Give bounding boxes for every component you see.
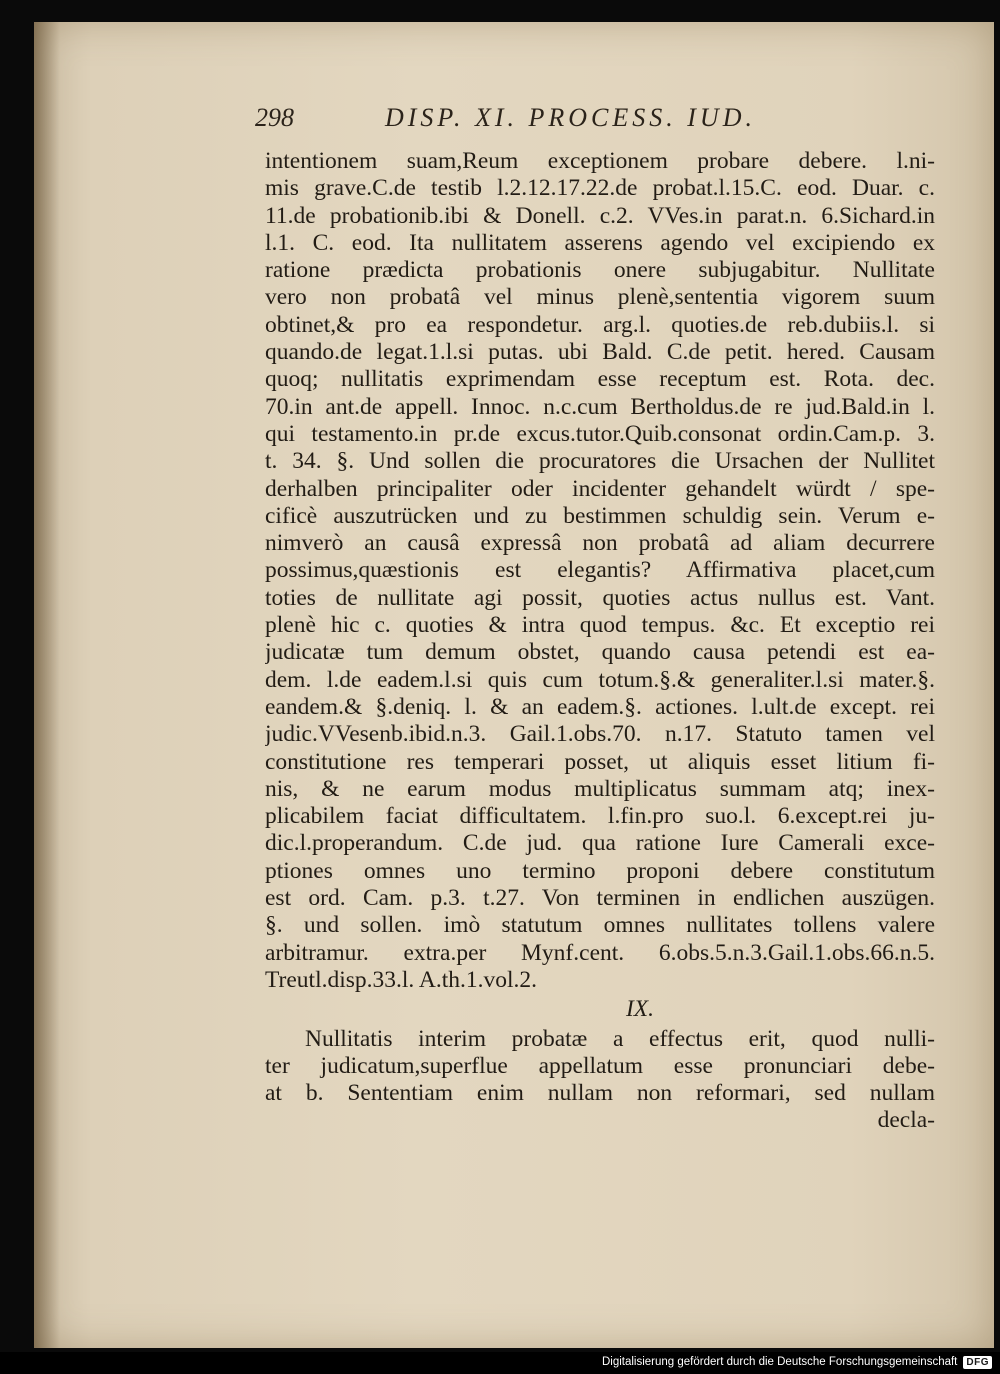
catchword: decla-	[877, 1107, 935, 1134]
text-line: ter judicatum,superflue appellatum esse pronunciari debe-	[265, 1052, 935, 1079]
text-line: possimus,quæstionis est elegantis? Affirmativa placet,cum	[265, 557, 935, 584]
text-line: vero non probatâ vel minus plenè,sententia vigorem suum	[265, 284, 935, 311]
text-line: nis, & ne earum modus multiplicatus summam atq; inex-	[265, 775, 935, 802]
text-block	[265, 148, 935, 1135]
text-line: dem. l.de eadem.l.si quis cum totum.§.& generaliter.l.si mater.§.	[265, 666, 935, 693]
text-line: constitutione res temperari posset, ut aliquis esset litium fi-	[265, 748, 935, 775]
text-line: plicabilem faciat difficultatem. l.fin.pro suo.l. 6.except.rei ju-	[265, 803, 935, 830]
section-number: IX.	[625, 996, 655, 1023]
section-paragraph	[265, 1026, 935, 1108]
footer-credit-bar	[602, 1353, 992, 1371]
text-line: derhalben principaliter oder incidenter gehandelt würdt / spe-	[265, 475, 935, 502]
text-line: eandem.& §.deniq. l. & an eadem.§. actiones. l.ult.de except. rei	[265, 693, 935, 720]
text-line: judic.VVesenb.ibid.n.3. Gail.1.obs.70. n.17. Statuto tamen vel	[265, 721, 935, 748]
text-line: quando.de legat.1.l.si putas. ubi Bald. C.de petit. hered. Causam	[265, 339, 935, 366]
page-number: 298	[255, 103, 294, 132]
text-line: judicatæ tum demum obstet, quando causa petendi est ea-	[265, 639, 935, 666]
text-line: ptiones omnes uno termino proponi debere constitutum	[265, 857, 935, 884]
text-line: ratione prædicta probationis onere subjugabitur. Nullitate	[265, 257, 935, 284]
text-line: t. 34. §. Und sollen die procuratores die Ursachen der Nullitet	[265, 448, 935, 475]
text-line: Nullitatis interim probatæ a effectus erit, quod nulli-	[305, 1025, 935, 1052]
footer-credit: Digitalisierung gefördert durch die Deutsche Forschungsgemeinschaft	[601, 1356, 958, 1368]
text-line: 70.in ant.de appell. Innoc. n.c.cum Bertholdus.de re jud.Bald.in l.	[265, 393, 935, 420]
text-line: Treutl.disp.33.l. A.th.1.vol.2.	[265, 966, 538, 993]
running-title: DISP. XI. PROCESS. IUD.	[385, 103, 756, 132]
text-line: arbitramur. extra.per Mynf.cent. 6.obs.5.n.3.Gail.1.obs.66.n.5.	[265, 939, 935, 966]
text-line: plenè hic c. quoties & intra quod tempus. &c. Et exceptio rei	[265, 612, 935, 639]
text-line: quoq; nullitatis exprimendam esse receptum est. Rota. dec.	[265, 366, 935, 393]
text-line: qui testamento.in pr.de excus.tutor.Quib.consonat ordin.Cam.p. 3.	[265, 420, 935, 447]
body-paragraph	[265, 148, 935, 994]
text-line: intentionem suam,Reum exceptionem probare debere. l.ni-	[265, 148, 935, 174]
text-line: toties de nullitate agi possit, quoties actus nullus est. Vant.	[265, 584, 935, 611]
text-line: cificè auszutrücken und zu bestimmen schuldig sein. Verum e-	[265, 502, 935, 529]
running-head	[255, 103, 815, 133]
text-line: l.1. C. eod. Ita nullitatem asserens agendo vel excipiendo ex	[265, 229, 935, 256]
text-line: §. und sollen. imò statutum omnes nullitates tollens valere	[265, 912, 935, 939]
text-line: nimverò an causâ expressâ non probatâ ad aliam decurrere	[265, 530, 935, 557]
text-line: 11.de probationib.ibi & Donell. c.2. VVes.in parat.n. 6.Sichard.in	[265, 202, 935, 229]
text-line: mis grave.C.de testib l.2.12.17.22.de probat.l.15.C. eod. Duar. c.	[265, 175, 935, 202]
text-line: dic.l.properandum. C.de jud. qua ratione Iure Camerali exce-	[265, 830, 935, 857]
text-line: at b. Sententiam enim nullam non reformari, sed nullam	[265, 1080, 935, 1107]
dfg-logo: DFG	[963, 1356, 992, 1369]
text-line: est ord. Cam. p.3. t.27. Von terminen in endlichen auszügen.	[265, 885, 935, 912]
text-line: obtinet,& pro ea respondetur. arg.l. quoties.de reb.dubiis.l. si	[265, 311, 935, 338]
